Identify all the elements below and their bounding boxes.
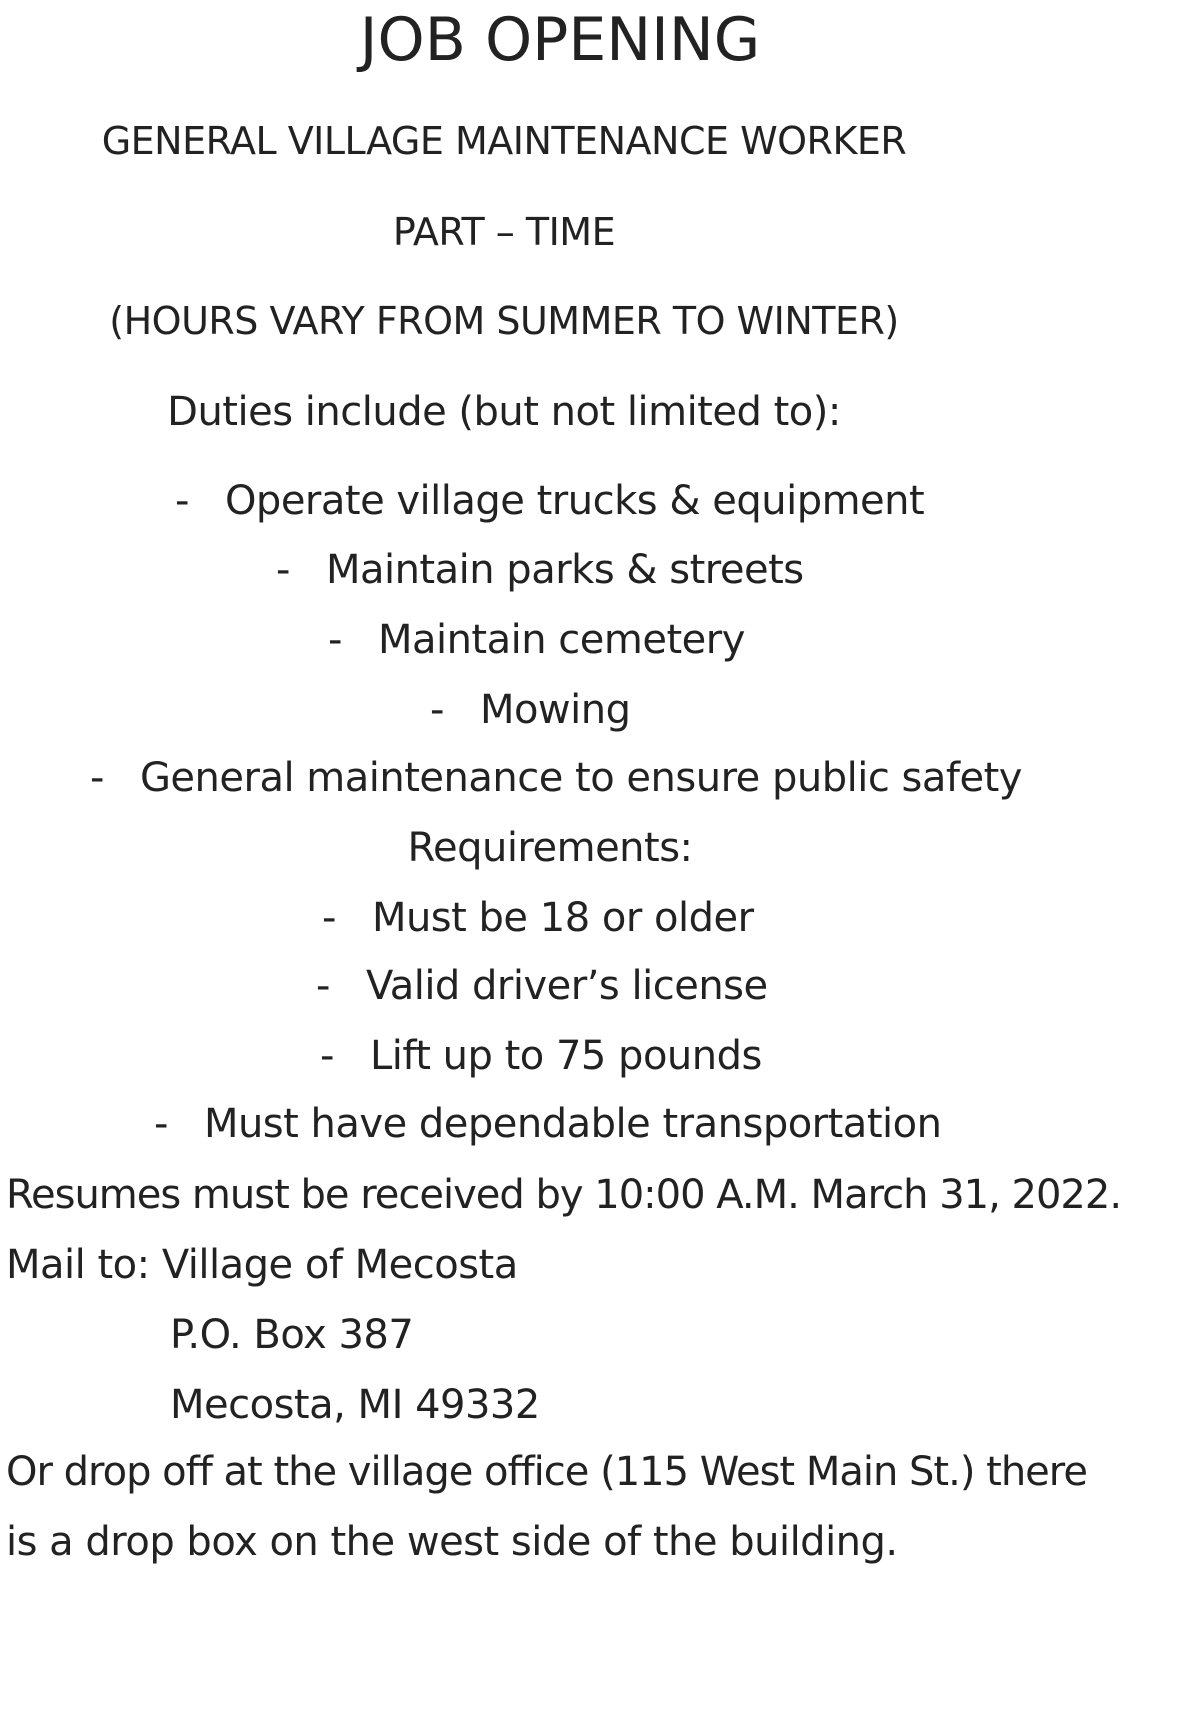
hours-note: (HOURS VARY FROM SUMMER TO WINTER)	[109, 299, 899, 343]
address-line-1: P.O. Box 387	[170, 1312, 414, 1358]
duty-item	[328, 617, 745, 663]
requirement-item	[316, 963, 768, 1009]
dropoff-line-2: is a drop box on the west side of the building.	[6, 1519, 898, 1565]
requirements-heading: Requirements:	[407, 825, 693, 871]
bullet-dash: -	[320, 1033, 334, 1079]
bullet-dash: -	[328, 617, 342, 663]
bullet-dash: -	[90, 755, 104, 801]
bullet-dash: -	[316, 963, 330, 1009]
bullet-dash: -	[175, 478, 189, 524]
duty-text: Mowing	[479, 687, 631, 733]
requirement-text: Lift up to 75 pounds	[369, 1033, 762, 1079]
requirement-item	[322, 895, 754, 941]
position-title: GENERAL VILLAGE MAINTENANCE WORKER	[101, 119, 907, 163]
bullet-dash: -	[276, 547, 290, 593]
duty-item	[430, 687, 631, 733]
duty-item	[175, 478, 925, 524]
dropoff-line-1: Or drop off at the village office (115 West Main St.) there	[6, 1449, 1087, 1495]
bullet-dash: -	[322, 895, 336, 941]
duty-text: Maintain parks & streets	[325, 547, 804, 593]
deadline-text: Resumes must be received by 10:00 A.M. March 31, 2022.	[6, 1172, 1122, 1218]
address-line-2: Mecosta, MI 49332	[170, 1382, 540, 1428]
mail-to-text: Mail to: Village of Mecosta	[6, 1242, 518, 1288]
requirement-text: Must be 18 or older	[371, 895, 754, 941]
requirement-item	[154, 1101, 942, 1147]
requirement-text: Valid driver’s license	[365, 963, 768, 1009]
notice-title: JOB OPENING	[359, 5, 761, 75]
bullet-dash: -	[430, 687, 444, 733]
duty-item	[90, 755, 1022, 801]
duty-text: Maintain cemetery	[377, 617, 745, 663]
requirement-item	[320, 1033, 762, 1079]
requirement-text: Must have dependable transportation	[203, 1101, 942, 1147]
bullet-dash: -	[154, 1101, 168, 1147]
duty-text: Operate village trucks & equipment	[224, 478, 925, 524]
duty-text: General maintenance to ensure public safety	[139, 755, 1022, 801]
duty-item	[276, 547, 804, 593]
duties-heading: Duties include (but not limited to):	[167, 389, 841, 435]
job-type: PART – TIME	[392, 210, 616, 254]
